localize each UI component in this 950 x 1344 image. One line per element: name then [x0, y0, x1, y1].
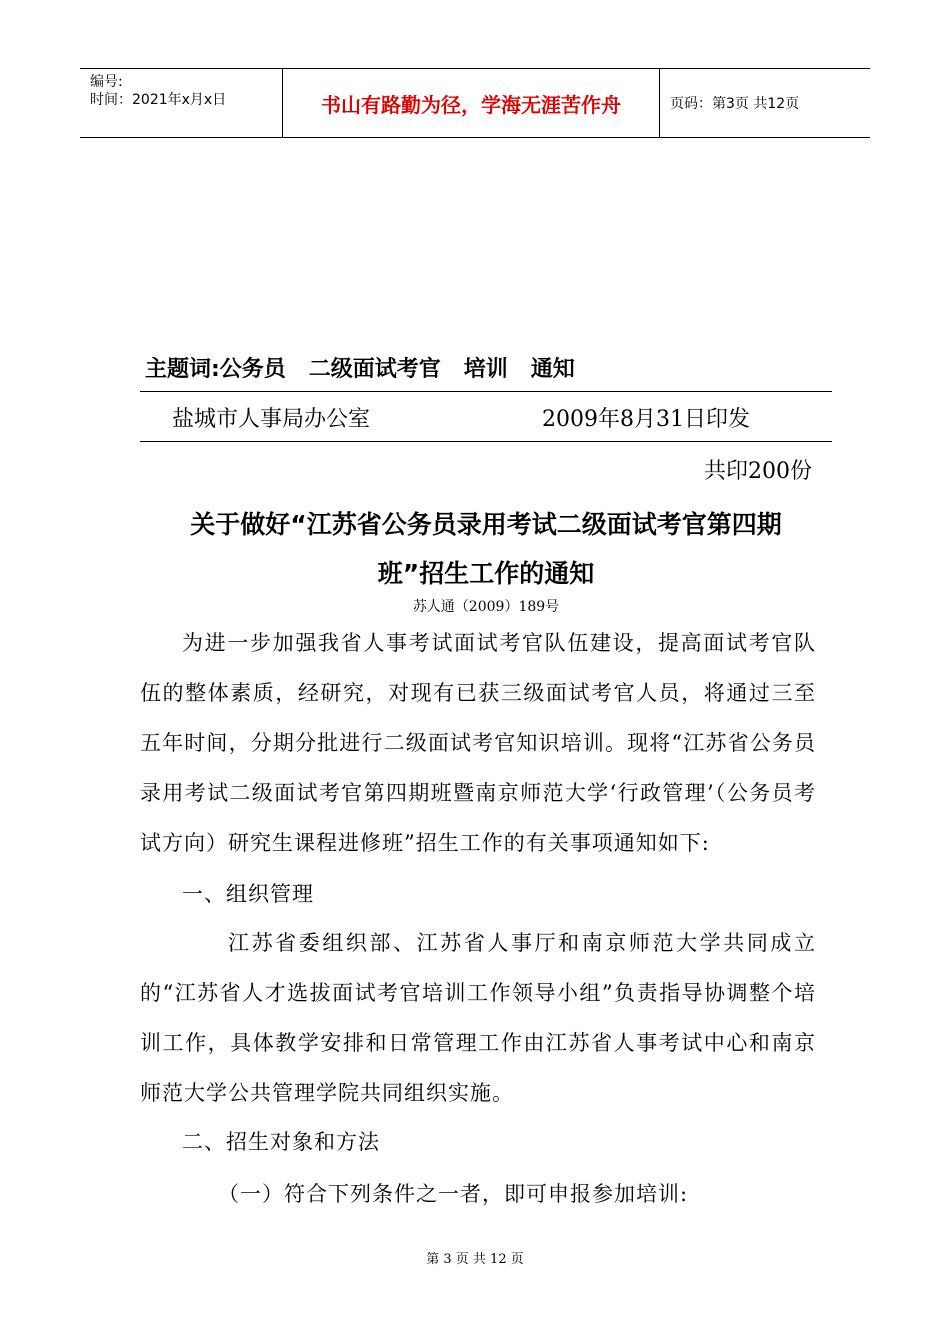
- section2-sub1: （一）符合下列条件之一者，即可申报参加培训:: [218, 1182, 689, 1206]
- serial-label: 编号:: [90, 74, 123, 90]
- section2-heading: 二、招生对象和方法: [182, 1130, 380, 1154]
- notice-title-line1: 关于做好“江苏省公务员录用考试二级面试考官第四期: [190, 510, 782, 539]
- header-page-info: 页码：第3页 共12页: [670, 96, 800, 112]
- notice-title-line2: 班”招生工作的通知: [377, 559, 595, 588]
- section1-paragraph: 江苏省委组织部、江苏省人事厅和南京师范大学共同成立的“江苏省人才选拔面试考官培训工作领导小组”负责指导协调整个培训工作，具体教学安排和日常管理工作由江苏省人事考试中心和南京师范大学公共管理学院共同组织实施。: [140, 931, 816, 1105]
- print-copies: 共印200份: [704, 459, 812, 484]
- document-number: 苏人通（2009）189号: [412, 599, 560, 615]
- time-label: 时间：2021年x月x日: [90, 92, 227, 108]
- header-meta: [80, 69, 282, 137]
- issuer-office: 盐城市人事局办公室: [172, 407, 371, 432]
- issue-date: 2009年8月31日印发: [542, 407, 750, 432]
- page-footer: 第 3 页 共 12 页: [426, 1252, 524, 1267]
- divider-top: [140, 391, 832, 392]
- header-motto: 书山有路勤为径，学海无涯苦作舟: [282, 69, 660, 137]
- subject-keywords: 主题词:公务员 二级面试考官 培训 通知: [145, 357, 575, 382]
- intro-paragraph: 为进一步加强我省人事考试面试考官队伍建设，提高面试考官队伍的整体素质，经研究，对现有已获三级面试考官人员，将通过三至五年时间，分期分批进行二级面试考官知识培训。现将“江苏省公务员录用考试二级面试考官第四期班暨南京师范大学‘行政管理’（公务员考试方向）研究生课程进修班”招生工作的有关事项通知如下:: [140, 631, 816, 855]
- section1-heading: 一、组织管理: [182, 882, 314, 906]
- divider-bottom: [140, 441, 832, 442]
- page-header: [80, 68, 870, 138]
- issuer-row: [172, 402, 812, 433]
